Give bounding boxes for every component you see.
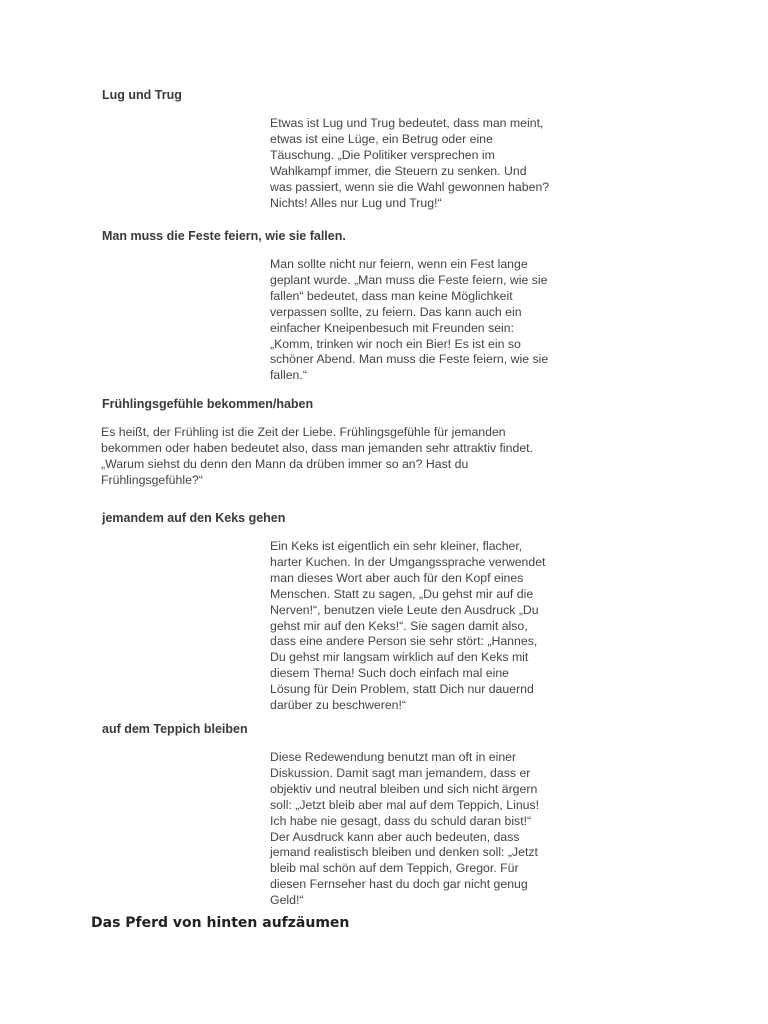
- section-heading-auf-dem-teppich: auf dem Teppich bleiben: [102, 722, 248, 736]
- section-heading-fruehlingsgefuehle: Frühlingsgefühle bekommen/haben: [102, 397, 314, 411]
- section-body-auf-den-keks: Ein Keks ist eigentlich ein sehr kleiner, flacher, harter Kuchen. In der Umgangssprache verwendet man dieses Wort aber auch für den Kopf eines Menschen. Statt zu sagen, „Du gehst mir auf die Nerven!“, benutzen viele Leute den Ausdruck „Du gehst mir auf den Keks!“. Sie sagen damit also, dass eine andere Person sie sehr stört: „Hannes, Du gehst mir langsam wirklich auf den Keks mit diesem Thema! Such doch einfach mal eine Lösung für Dein Problem, statt Dich nur dauernd darüber zu beschweren!“: [270, 539, 546, 713]
- section-body-lug-und-trug: Etwas ist Lug und Trug bedeutet, dass man meint, etwas ist eine Lüge, ein Betrug oder eine Täuschung. „Die Politiker versprechen im Wahlkampf immer, die Steuern zu senken. Und was passiert, wenn sie die Wahl gewonnen haben? Nichts! Alles nur Lug und Trug!“: [270, 116, 550, 210]
- footer-heading-pferd: Das Pferd von hinten aufzäumen: [91, 915, 350, 931]
- section-body-feste-feiern: Man sollte nicht nur feiern, wenn ein Fest lange geplant wurde. „Man muss die Feste feiern, wie sie fallen“ bedeutet, dass man keine Möglichkeit verpassen sollte, zu feiern. Das kann auch ein einfacher Kneipenbesuch mit Freunden sein: „Komm, trinken wir noch ein Bier! Es ist ein so schöner Abend. Man muss die Feste feiern, wie sie fallen.“: [270, 257, 549, 383]
- section-body-fruehlingsgefuehle: Es heißt, der Frühling ist die Zeit der Liebe. Frühlingsgefühle für jemanden bekommen oder haben bedeutet also, dass man jemanden sehr attraktiv findet. „Warum siehst du denn den Mann da drüben immer so an? Hast du Frühlingsgefühle?“: [101, 425, 534, 487]
- section-heading-feste-feiern: Man muss die Feste feiern, wie sie fallen.: [102, 229, 346, 243]
- section-heading-auf-den-keks: jemandem auf den Keks gehen: [102, 511, 286, 525]
- section-body-auf-dem-teppich: Diese Redewendung benutzt man oft in einer Diskussion. Damit sagt man jemandem, dass er objektiv und neutral bleiben und sich nicht ärgern soll: „Jetzt bleib aber mal auf dem Teppich, Linus! Ich habe nie gesagt, dass du schuld daran bist!“ Der Ausdruck kann aber auch bedeuten, dass jemand realistisch bleiben und denken soll: „Jetzt bleib mal schön auf dem Teppich, Gregor. Für diesen Fernseher hast du doch gar nicht genug Geld!“: [270, 750, 540, 908]
- section-heading-lug-und-trug: Lug und Trug: [102, 88, 182, 102]
